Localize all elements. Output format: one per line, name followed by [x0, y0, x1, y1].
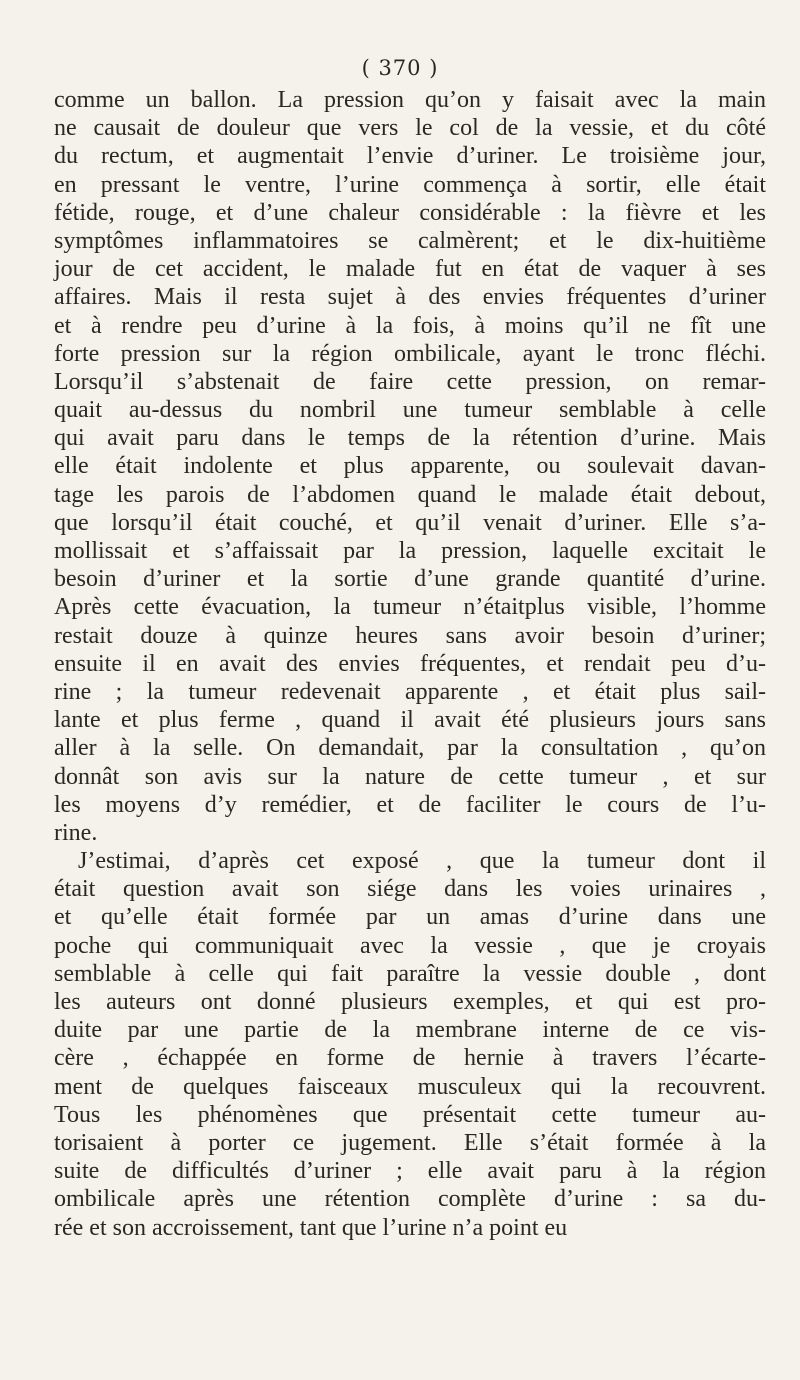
text-line: torisaient à porter ce jugement. Elle s’était formée à la [54, 1129, 766, 1156]
text-line: comme un ballon. La pression qu’on y faisait avec la main [54, 87, 766, 113]
body-text [54, 86, 766, 1242]
text-line: qui avait paru dans le temps de la rétention d’urine. Mais [54, 425, 766, 452]
text-line: rine ; la tumeur redevenait apparente , et était plus sail- [54, 678, 766, 705]
text-line: affaires. Mais il resta sujet à des envies fréquentes d’uriner [54, 284, 766, 311]
text-line: J’estimai, d’après cet exposé , que la tumeur dont il [78, 848, 766, 875]
text-line: donnât son avis sur la nature de cette tumeur , et sur [54, 763, 766, 790]
text-line: et qu’elle était formée par un amas d’urine dans une [54, 904, 766, 931]
text-line: ombilicale après une rétention complète d’urine : sa du- [54, 1186, 766, 1213]
text-line: tage les parois de l’abdomen quand le malade était debout, [54, 481, 766, 508]
text-line: restait douze à quinze heures sans avoir besoin d’uriner; [54, 622, 766, 649]
page-number: ( 370 ) [361, 56, 439, 80]
text-line: jour de cet accident, le malade fut en état de vaquer à ses [54, 256, 766, 283]
text-line: Lorsqu’il s’abstenait de faire cette pression, on remar- [54, 368, 766, 395]
text-line: en pressant le ventre, l’urine commença à sortir, elle était [54, 171, 766, 198]
text-line: ne causait de douleur que vers le col de la vessie, et du côté [54, 115, 766, 142]
text-line: du rectum, et augmentait l’envie d’uriner. Le troisième jour, [54, 143, 766, 170]
text-line: duite par une partie de la membrane interne de ce vis- [54, 1017, 766, 1044]
text-line: symptômes inflammatoires se calmèrent; et le dix-huitième [54, 227, 766, 254]
text-line: les auteurs ont donné plusieurs exemples, et qui est pro- [54, 989, 766, 1015]
text-line: ensuite il en avait des envies fréquentes, et rendait peu d’u- [54, 650, 766, 677]
text-line: aller à la selle. On demandait, par la consultation , qu’on [54, 735, 766, 762]
text-line: les moyens d’y remédier, et de faciliter le cours de l’u- [54, 791, 766, 818]
text-line: lante et plus ferme , quand il avait été plusieurs jours sans [54, 707, 766, 734]
text-line: poche qui communiquait avec la vessie , que je croyais [54, 932, 766, 959]
text-line: besoin d’uriner et la sortie d’une grande quantité d’urine. [54, 566, 766, 593]
text-line: Tous les phénomènes que présentait cette tumeur au- [54, 1101, 766, 1128]
text-line: mollissait et s’affaissait par la pression, laquelle excitait le [54, 538, 766, 564]
text-line: suite de difficultés d’uriner ; elle avait paru à la région [54, 1158, 766, 1185]
paragraph [54, 86, 766, 847]
text-line: semblable à celle qui fait paraître la vessie double , dont [54, 960, 766, 987]
text-line: Après cette évacuation, la tumeur n’étaitplus visible, l’homme [54, 594, 766, 621]
text-line: cère , échappée en forme de hernie à travers l’écarte- [54, 1045, 766, 1072]
text-line: fétide, rouge, et d’une chaleur considérable : la fièvre et les [54, 199, 766, 226]
text-line: elle était indolente et plus apparente, ou soulevait davan- [54, 453, 766, 480]
text-line: quait au-dessus du nombril une tumeur semblable à celle [54, 397, 766, 424]
text-line: rée et son accroissement, tant que l’urine n’a point eu [54, 1214, 568, 1241]
text-line: forte pression sur la région ombilicale, ayant le tronc fléchi. [54, 340, 766, 367]
text-line: était question avait son siége dans les voies urinaires , [54, 876, 766, 903]
text-line: et à rendre peu d’urine à la fois, à moins qu’il ne fît une [54, 312, 766, 339]
paragraph [54, 847, 766, 1242]
text-line: rine. [54, 819, 98, 846]
text-line: que lorsqu’il était couché, et qu’il venait d’uriner. Elle s’a- [54, 509, 766, 536]
text-line: ment de quelques faisceaux musculeux qui la recouvrent. [54, 1073, 766, 1100]
